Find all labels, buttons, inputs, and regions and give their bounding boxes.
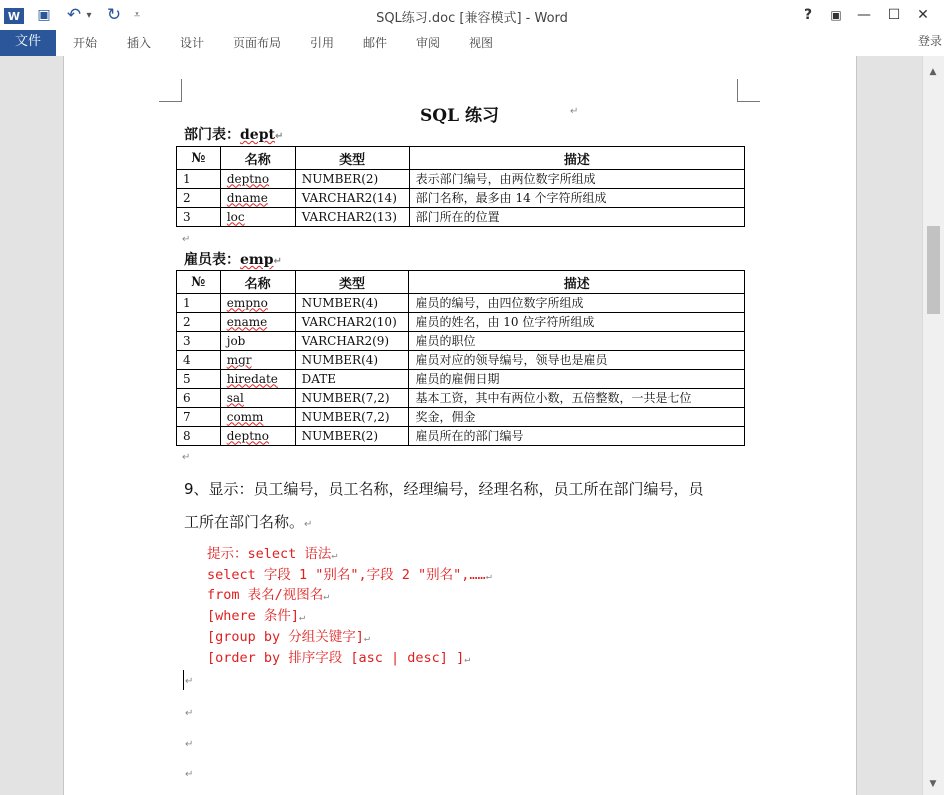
scrollbar-thumb[interactable] (927, 226, 940, 314)
emp-table-heading (184, 249, 282, 269)
table-row (177, 294, 745, 313)
paragraph-mark: ↵ (274, 131, 284, 142)
dept-heading-label: 部门表： (184, 127, 240, 143)
table-row (177, 408, 745, 427)
hint-line (207, 604, 305, 624)
question-line-1: 9、显示：员工编号，员工名称，经理编号，经理名称，员工所在部门编号，员 (184, 480, 704, 498)
customize-toolbar-icon[interactable]: ⩡ (133, 8, 141, 21)
field-description: 奖金，佣金 (409, 408, 745, 427)
field-name: loc (220, 208, 295, 227)
paragraph-mark: ↵ (331, 550, 338, 561)
column-header: № (177, 271, 221, 294)
paragraph-mark: ↵ (570, 106, 579, 117)
row-number: 8 (177, 427, 221, 446)
tab-page-layout[interactable]: 页面布局 (233, 36, 282, 50)
paragraph-mark: ↵ (185, 676, 194, 687)
field-name: deptno (220, 170, 295, 189)
maximize-button[interactable]: ☐ (887, 7, 901, 23)
minimize-button[interactable]: — (857, 7, 871, 23)
hint-text: [group by 分组关键字] (207, 629, 364, 645)
paragraph-mark: ↵ (273, 256, 282, 267)
emp-table (176, 270, 745, 446)
row-number: 3 (177, 208, 221, 227)
tab-home[interactable]: 开始 (73, 36, 98, 50)
hint-text: 提示：select 语法 (207, 546, 332, 562)
field-type: NUMBER(2) (295, 170, 409, 189)
paragraph-mark: ↵ (185, 739, 194, 750)
tab-references[interactable]: 引用 (310, 36, 335, 50)
column-header: № (177, 147, 221, 170)
paragraph-mark: ↵ (299, 612, 306, 623)
help-button[interactable]: ? (803, 7, 813, 23)
row-number: 1 (177, 294, 221, 313)
column-header: 描述 (409, 271, 745, 294)
field-description: 雇员的姓名，由 10 位字符所组成 (409, 313, 745, 332)
tab-mailings[interactable]: 邮件 (363, 36, 388, 50)
field-type: NUMBER(4) (295, 351, 409, 370)
hint-text: [order by 排序字段 [asc | desc] ] (207, 650, 465, 666)
dept-heading-name: dept (240, 127, 275, 143)
hint-line (207, 583, 329, 603)
crop-mark-right (737, 79, 760, 102)
column-header: 名称 (220, 271, 295, 294)
row-number: 4 (177, 351, 221, 370)
paragraph-mark: ↵ (182, 234, 191, 245)
question-line-2 (184, 511, 312, 532)
dept-table (176, 146, 745, 227)
table-row (177, 332, 745, 351)
paragraph-mark: ↵ (304, 519, 313, 530)
tab-design[interactable]: 设计 (180, 36, 205, 50)
ribbon-display-options-icon[interactable]: ▣ (830, 8, 842, 22)
table-row (177, 170, 745, 189)
field-name: ename (220, 313, 295, 332)
table-row (177, 427, 745, 446)
column-header: 类型 (295, 271, 409, 294)
field-type: NUMBER(7,2) (295, 408, 409, 427)
save-icon[interactable]: ▣ (37, 7, 51, 23)
field-description: 雇员的编号，由四位数字所组成 (409, 294, 745, 313)
document-page[interactable] (63, 56, 857, 795)
scroll-up-arrow-icon[interactable]: ▲ (929, 67, 937, 77)
table-header-row (177, 147, 745, 170)
undo-icon[interactable]: ↶ (66, 5, 82, 25)
field-description: 雇员所在的部门编号 (409, 427, 745, 446)
column-header: 名称 (220, 147, 295, 170)
field-description: 部门所在的位置 (409, 208, 744, 227)
document-area (0, 56, 922, 795)
table-row (177, 370, 745, 389)
hint-line (207, 563, 492, 583)
word-app-icon[interactable]: W (4, 8, 24, 24)
dept-table-heading (184, 124, 283, 144)
field-type: NUMBER(2) (295, 427, 409, 446)
paragraph-mark: ↵ (363, 633, 370, 644)
sign-in-link[interactable]: 登录 (917, 34, 942, 48)
document-title (420, 101, 499, 126)
undo-dropdown-icon[interactable]: ▾ (86, 9, 92, 21)
vertical-scrollbar[interactable] (922, 56, 944, 795)
tab-insert[interactable]: 插入 (127, 36, 152, 50)
table-row (177, 313, 745, 332)
ribbon-tabs (0, 30, 944, 56)
row-number: 6 (177, 389, 221, 408)
field-type: VARCHAR2(13) (295, 208, 409, 227)
field-type: VARCHAR2(14) (295, 189, 409, 208)
title-bar (0, 0, 944, 30)
close-button[interactable]: ✕ (917, 7, 929, 23)
tab-view[interactable]: 视图 (469, 36, 494, 50)
table-row (177, 351, 745, 370)
hint-line (207, 542, 337, 562)
field-description: 基本工资，其中有两位小数，五倍整数，一共是七位 (409, 389, 745, 408)
tab-review[interactable]: 审阅 (416, 36, 441, 50)
row-number: 7 (177, 408, 221, 427)
table-row (177, 389, 745, 408)
field-description: 雇员对应的领导编号，领导也是雇员 (409, 351, 745, 370)
paragraph-mark: ↵ (185, 769, 194, 780)
row-number: 3 (177, 332, 221, 351)
field-description: 部门名称，最多由 14 个字符所组成 (409, 189, 744, 208)
paragraph-mark: ↵ (323, 591, 330, 602)
question-text: 工所在部门名称。 (184, 513, 305, 531)
redo-icon[interactable]: ↻ (106, 5, 122, 25)
crop-mark-left (159, 79, 182, 102)
emp-heading-name: emp (240, 252, 274, 268)
scroll-down-arrow-icon[interactable]: ▼ (929, 779, 937, 789)
field-name: deptno (220, 427, 295, 446)
field-name: sal (220, 389, 295, 408)
field-description: 雇员的雇佣日期 (409, 370, 745, 389)
field-name: job (220, 332, 295, 351)
table-header-row (177, 271, 745, 294)
field-type: DATE (295, 370, 409, 389)
text-cursor (183, 670, 184, 690)
field-name: empno (220, 294, 295, 313)
paragraph-mark: ↵ (185, 708, 194, 719)
hint-line (207, 625, 370, 645)
emp-heading-label: 雇员表： (184, 252, 240, 268)
paragraph-mark: ↵ (464, 654, 471, 665)
field-name: comm (220, 408, 295, 427)
hint-text: select 字段 1 "别名",字段 2 "别名",…… (207, 567, 486, 583)
hint-text: from 表名/视图名 (207, 587, 324, 603)
row-number: 2 (177, 189, 221, 208)
field-type: VARCHAR2(10) (295, 313, 409, 332)
tab-file[interactable]: 文件 (0, 30, 56, 56)
row-number: 5 (177, 370, 221, 389)
table-row (177, 189, 745, 208)
paragraph-mark: ↵ (485, 571, 492, 582)
row-number: 1 (177, 170, 221, 189)
column-header: 描述 (409, 147, 744, 170)
field-type: NUMBER(4) (295, 294, 409, 313)
field-name: dname (220, 189, 295, 208)
field-description: 雇员的职位 (409, 332, 745, 351)
field-type: NUMBER(7,2) (295, 389, 409, 408)
hint-text: [where 条件] (207, 608, 300, 624)
field-type: VARCHAR2(9) (295, 332, 409, 351)
window-title: SQL练习.doc [兼容模式] - Word (376, 11, 568, 26)
document-title-text: SQL 练习 (420, 106, 499, 126)
paragraph-mark: ↵ (182, 452, 191, 463)
column-header: 类型 (295, 147, 409, 170)
field-name: mgr (220, 351, 295, 370)
hint-line (207, 646, 470, 666)
field-name: hiredate (220, 370, 295, 389)
field-description: 表示部门编号，由两位数字所组成 (409, 170, 744, 189)
row-number: 2 (177, 313, 221, 332)
table-row (177, 208, 745, 227)
